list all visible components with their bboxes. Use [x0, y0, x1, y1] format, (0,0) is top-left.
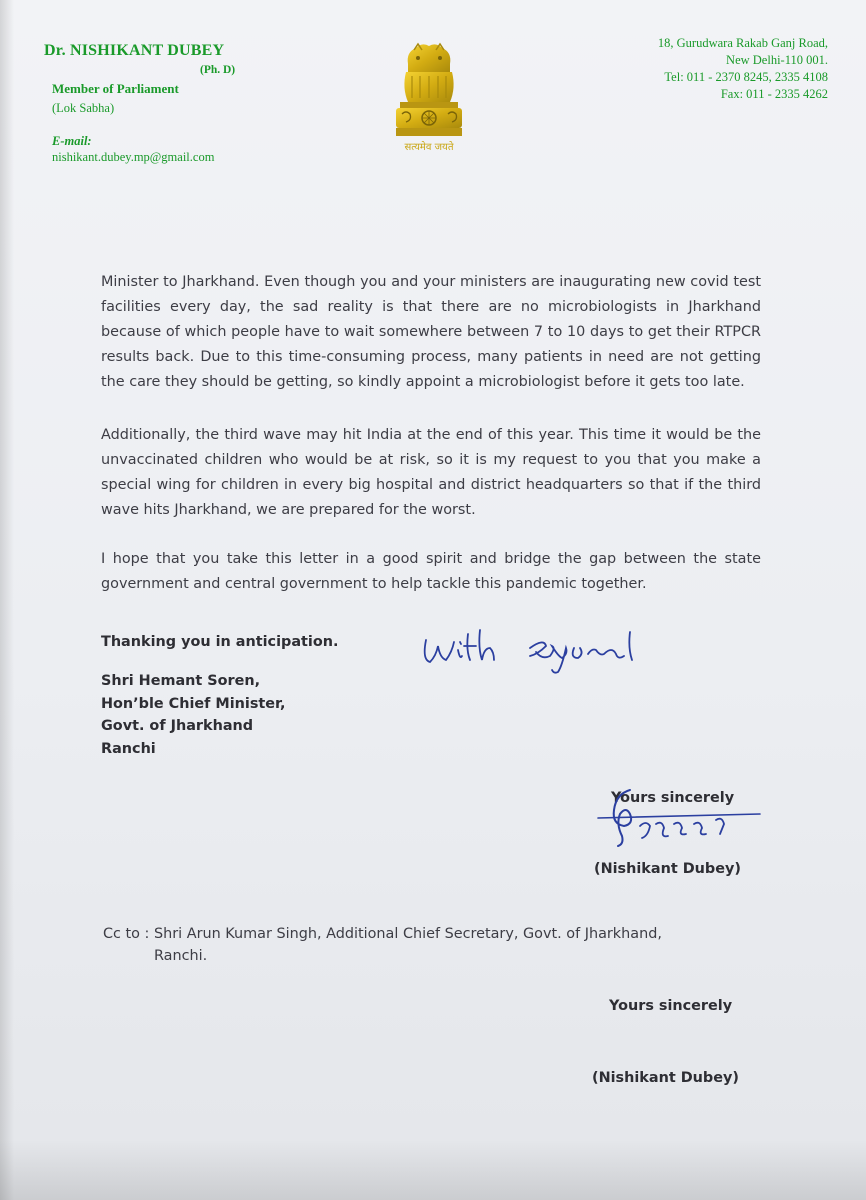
page-edge-shadow — [0, 0, 14, 1200]
handwritten-note-text: With regards — [418, 626, 424, 627]
body-paragraph-3: I hope that you take this letter in a good spirit and bridge the gap between the state government and central government to help tackle this pandemic together. — [101, 551, 761, 592]
recipient-line-2: Hon’ble Chief Minister, — [101, 696, 286, 712]
emblem-motto: सत्यमेव जयते — [404, 142, 454, 153]
signoff2-name: (Nishikant Dubey) — [592, 1070, 739, 1086]
handwritten-note — [418, 626, 658, 676]
body-paragraph-2: Additionally, the third wave may hit India at the end of this year. This time it would be the unvaccinated children who would be at risk, so it is my request to you that you make a special wing for children in every big hospital and district headquarters so that if the third wave hits Jharkhand, we are prepared for the worst. — [101, 427, 761, 518]
letterhead-house: (Lok Sabha) — [52, 101, 115, 115]
letterhead-name: Dr. NISHIKANT DUBEY — [44, 42, 225, 59]
cc-line-2: Ranchi. — [154, 948, 208, 964]
recipient-line-4: Ranchi — [101, 741, 156, 757]
cc-line-1: Cc to : Shri Arun Kumar Singh, Additional Chief Secretary, Govt. of Jharkhand, — [103, 926, 662, 942]
body-paragraph-1: Minister to Jharkhand. Even though you and your ministers are inaugurating new covid test facilities every day, the sad reality is that there are no microbiologists in Jharkhand because of which people have to wait somewhere between 7 to 10 days to get their RTPCR results back. Due to this time-consuming process, many patients in need are not getting the care they should be getting, so kindly appoint a microbiologist before it gets too late. — [101, 274, 761, 390]
signature-text: निशिकांत — [590, 784, 594, 785]
letterhead-email-label: E-mail: — [52, 134, 92, 148]
letterhead-address-line1: 18, Gurudwara Rakab Ganj Road, — [657, 36, 828, 50]
page-bottom-shadow — [0, 1140, 866, 1200]
letterhead-address-line2: New Delhi-110 001. — [726, 53, 828, 67]
recipient-line-3: Govt. of Jharkhand — [101, 718, 254, 734]
national-emblem-icon — [388, 38, 470, 160]
letterhead-degree: (Ph. D) — [200, 64, 236, 76]
letterhead-email: nishikant.dubey.mp@gmail.com — [52, 150, 215, 164]
letterhead-role: Member of Parliament — [52, 81, 179, 96]
closing-line: Thanking you in anticipation. — [101, 634, 339, 650]
signoff-sincerely: Yours sincerely — [611, 790, 735, 806]
letterhead-fax: Fax: 011 - 2335 4262 — [720, 87, 828, 101]
recipient-line-1: Shri Hemant Soren, — [101, 673, 261, 689]
signoff2-sincerely: Yours sincerely — [609, 998, 733, 1014]
signoff-name: (Nishikant Dubey) — [594, 861, 741, 877]
signature-icon — [590, 784, 770, 864]
letterhead-tel: Tel: 011 - 2370 8245, 2335 4108 — [664, 70, 828, 84]
